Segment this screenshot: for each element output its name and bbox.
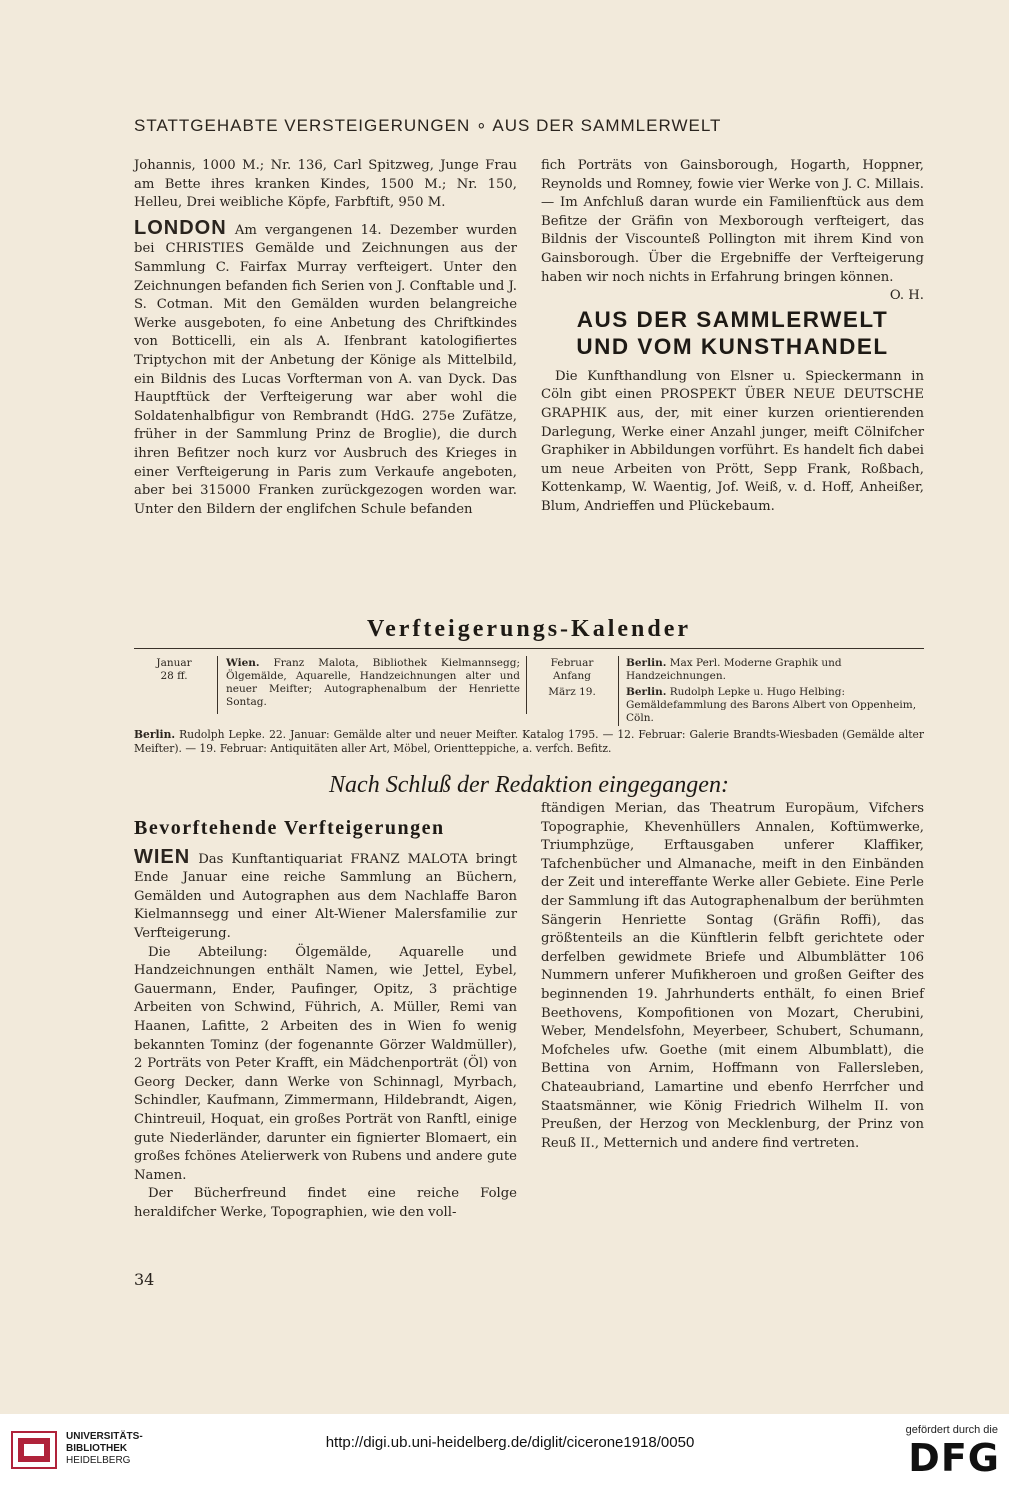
calendar-right-city-1: Berlin. — [626, 657, 667, 669]
calendar-right-entry-1 — [626, 657, 924, 683]
heading-line-2: UND VOM KUNSTHANDEL — [576, 333, 889, 359]
calendar-left-entry — [226, 657, 520, 709]
calendar-footer-entry — [134, 728, 924, 756]
university-library-logo[interactable] — [10, 1428, 62, 1472]
calendar-right-entry-2 — [626, 686, 924, 725]
right-column-bottom — [541, 800, 924, 1153]
calendar-divider-left — [217, 656, 218, 714]
calendar-divider-right — [618, 656, 619, 726]
calendar-title: Verfteigerungs-Kalender — [366, 616, 692, 642]
paragraph-portraits — [541, 157, 924, 304]
london-text: Am vergangenen 14. Dezember wurden bei CHRISTIES Gemälde und Zeichnungen aus der Sammlung C. Fairfax Murray verfteigert. Unter den Zeichnungen befanden fich Serien von J. Conftable und J. S. Cotman. Mit den Gemälden wurden belangreiche Werke ausgeboten, fo eine Anbetung des Chriftkindes von Botticelli, ein als A. Ifenbrant katologifiertes Triptychon mit der Anbetung der Könige als Mittelbild, ein Bildnis des Lucas Vorfterman von A. van Dyck. Das Hauptftück der Verfteigerung war aber wohl die Soldatenhalbfigur von Rembrandt (HdG. 275e Zufätze, früher in der Sammlung Prinz de Broglie), die durch ihren Befitzer noch kurz vor Ausbruch des Krieges in einer Verfteigerung in Paris zum Verkaufe angeboten, aber bei 315000 Franken zurückgezogen worden war. Unter den Bildern der englifchen Schule befanden — [134, 222, 517, 517]
paragraph-kunsthandlung: Die Kunfthandlung von Elsner u. Spieckermann in Cöln gibt einen PROSPEKT ÜBER NEUE DEUTSCHE GRAPHIK aus, der, mit einer kurzen orientierenden Darlegung, Werke einer Anzahl junger, meift Cölnifcher Graphiker in Abbildungen vorführt. Es handelt fich dabei um neue Arbeiten von Prött, Sepp Frank, Roßbach, Kottenkamp, W. Waentig, Jof. Weiß, v. d. Hoff, Anheißer, Blum, Andrieffen und Plückebaum. — [541, 368, 924, 514]
funding-label: gefördert durch die — [905, 1424, 998, 1436]
right-column-top — [541, 157, 924, 517]
author-signature: O. H. — [889, 288, 924, 304]
paragraph-auction-results: Johannis, 1000 M.; Nr. 136, Carl Spitzweg, Junge Frau am Bette ihres kranken Kindes, 1500 M.; Nr. 150, Helleu, Drei weibliche Köpfe, Farbftift, 950 M. — [134, 158, 517, 211]
calendar-left-city: Wien. — [226, 657, 260, 669]
calendar-right-text-2: Rudolph Lepke u. Hugo Helbing: Gemäldefammlung des Barons Albert von Oppenheim, Cöln. — [626, 686, 917, 724]
library-name-line-3: HEIDELBERG — [66, 1455, 131, 1466]
portraits-text: fich Porträts von Gainsborough, Hogarth, Hoppner, Reynolds und Romney, fowie vier Werke von J. C. Millais. — Im Anfchluß daran wurde ein Familienftück aus dem Befitze der Gräfin von Mexborough verfteigert, das Bildnis der Viscounteß Pollington mit ihrem Kind von Gainsborough. Über die Ergebniffe der Verfteigerung haben wir noch nichts in Erfahrung bringen können. — [541, 158, 924, 285]
calendar-foot-city: Berlin. — [134, 728, 176, 741]
london-lead-word: LONDON — [134, 216, 227, 239]
paragraph-wien — [134, 845, 517, 944]
calendar-right-date-2: März 19. — [548, 686, 596, 698]
calendar-right-date-1: Februar Anfang — [550, 657, 594, 682]
calendar-top-rule — [134, 648, 924, 649]
wien-lead-word: WIEN — [134, 845, 191, 868]
calendar-divider-middle — [526, 656, 527, 714]
permalink-url[interactable]: http://digi.ub.uni-heidelberg.de/diglit/cicerone1918/0050 — [325, 1434, 695, 1451]
library-name — [66, 1431, 143, 1467]
late-received-title: Nach Schluß der Redaktion eingegangen: — [329, 772, 729, 798]
library-seal-icon — [10, 1428, 62, 1472]
upcoming-auctions-heading: Bevorftehende Verfteigerungen — [134, 817, 445, 839]
calendar-right-city-2: Berlin. — [626, 686, 667, 698]
running-header: STATTGEHABTE VERSTEIGERUNGEN ∘ AUS DER SAMMLERWELT — [134, 116, 722, 135]
left-column-top — [134, 157, 517, 519]
section-heading-sammlerwelt — [541, 306, 924, 360]
calendar-right-text-1: Max Perl. Moderne Graphik und Handzeichnungen. — [626, 657, 842, 682]
calendar-left-date: Januar 28 ff. — [156, 657, 192, 682]
library-name-line-2: BIBLIOTHEK — [66, 1443, 128, 1454]
library-name-line-1: UNIVERSITÄTS- — [66, 1431, 143, 1442]
heading-line-1: AUS DER SAMMLERWELT — [576, 306, 889, 332]
calendar-foot-text: Rudolph Lepke. 22. Januar: Gemälde alter und neuer Meifter. Katalog 1795. — 12. Februar: Galerie Brandts-Wiesbaden (Gemälde alter Meifter). — 19. Februar: Antiquitäten aller Art, Möbel, Orientteppiche, a. verfch. Befitz. — [134, 728, 924, 755]
paragraph-merian: ftändigen Merian, das Theatrum Europäum, Vifchers Topographie, Khevenhüllers Annalen, Koftümwerke, Triumphzüge, Erftausgaben unferer Klaffiker, Tafchenbücher und Almanache, meift in den Einbänden der Zeit und intereffante Werke aller Gebiete. Eine Perle der Sammlung ift das Autographenalbum der berühmten Sängerin Henriette Sontag (Gräfin Roffi), das größtenteils an die Künftlerin felbft gerichtete oder derfelben gewidmete Briefe und Albumblätter 106 Nummern unferer Mufikheroen und großen Geifter des beginnenden 19. Jahrhunderts enthält, fo einen Brief Beethovens, Kompofitionen von Mozart, Cherubini, Weber, Mendelsfohn, Meyerbeer, Schubert, Schumann, Mofcheles ufw. Goethe (mit einem Albumblatt), die Bettina von Arnim, Hoffmann von Fallersleben, Chateaubriand, Lamartine und ebenfo Herrfcher und Staatsmänner, wie König Friedrich Wilhelm II. von Preußen, der Herzog von Mecklenburg, der Prinz von Reuß II., Metternich und andere find vertreten. — [541, 801, 924, 1151]
viewer-footer — [0, 1414, 1009, 1486]
left-column-bottom — [134, 815, 517, 1222]
paragraph-abteilung: Die Abteilung: Ölgemälde, Aquarelle und Handzeichnungen enthält Namen, wie Jettel, Eybel, Gauermann, Ender, Paufinger, Opitz, 3 prächtige Arbeiten von Schwind, Führich, A. Müller, Remi van Haanen, Lafitte, 2 Arbeiten des in Wien fo wenig bekannten Tominz (der fogenannte Görzer Waldmüller), 2 Porträts von Peter Krafft, ein Mädchenporträt (Öl) von Georg Decker, dann Werke von Schinnagl, Myrbach, Schindler, Kaufmann, Zimmermann, Hildebrandt, Aigen, Chintreuil, Hoquat, ein großes Porträt von Ranftl, einige gute Niederländer, darunter ein fignierter Blomaert, ein großes fchönes Atelierwerk von Rubens und andere gute Namen. — [134, 944, 517, 1183]
wien-text: Das Kunftantiquariat FRANZ MALOTA bringt Ende Januar eine reiche Sammlung an Büchern, Gemälden und Autographen aus dem Nachlaffe Baron Kielmannsegg und einer Alt-Wiener Malersfamilie zur Verfteigerung. — [134, 851, 517, 941]
paragraph-buecherfreund: Der Bücherfreund findet eine reiche Folge heraldifcher Werke, Topographien, wie den voll- — [134, 1186, 517, 1220]
paragraph-london — [134, 216, 517, 520]
page-number: 34 — [134, 1270, 155, 1289]
dfg-logo[interactable]: DFG — [908, 1436, 1000, 1480]
calendar-left-text: Franz Malota, Bibliothek Kielmannsegg; Ölgemälde, Aquarelle, Handzeichnungen alter und neuer Meifter; Autographenalbum der Henriette Sontag. — [226, 657, 520, 708]
